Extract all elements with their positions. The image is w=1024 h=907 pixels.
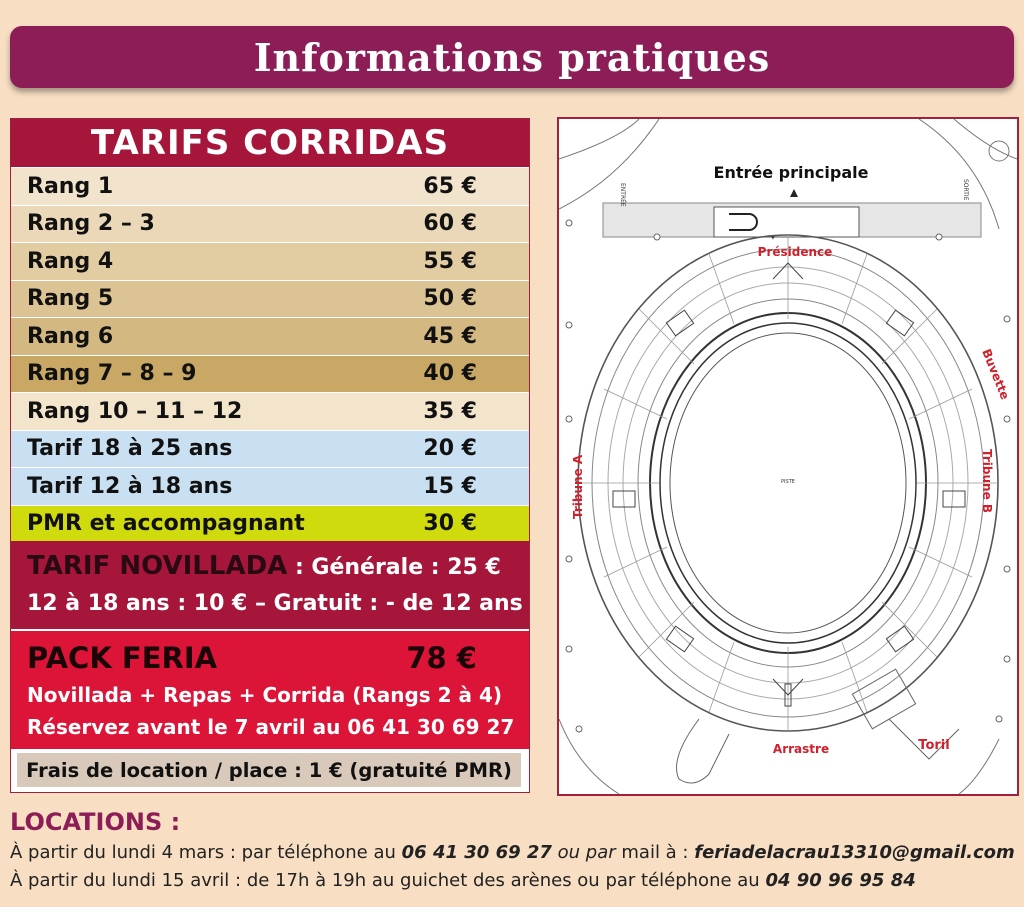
loc2-phone: 04 90 96 95 84	[765, 870, 916, 891]
tarif-price: 50 €	[423, 286, 477, 312]
tarif-label: Tarif 12 à 18 ans	[27, 473, 233, 499]
tarif-label: Rang 4	[27, 248, 114, 274]
tarif-row	[11, 242, 529, 280]
tarif-price: 40 €	[423, 361, 477, 387]
tarifs-title: TARIFS CORRIDAS	[11, 119, 529, 167]
tarif-price: 15 €	[423, 473, 477, 499]
tarif-label: Rang 6	[27, 323, 114, 349]
tarif-price: 60 €	[423, 211, 477, 237]
tarif-label: Rang 2 – 3	[27, 211, 155, 237]
map-label-tribune-b: Tribune B	[980, 449, 994, 514]
frais-location: Frais de location / place : 1 € (gratuité PMR)	[17, 753, 521, 787]
tarif-row	[11, 430, 529, 468]
locations-section	[10, 808, 1015, 891]
loc1-email: feriadelacrau13310@gmail.com	[694, 842, 1015, 863]
map-label-buvette: Buvette	[979, 346, 1013, 402]
pack-title: PACK FERIA	[27, 641, 218, 675]
tarifs-panel	[10, 118, 530, 793]
map-label-entrance: Entrée principale	[713, 163, 869, 182]
tarif-price: 30 €	[423, 511, 477, 537]
loc1-text: À partir du lundi 4 mars : par téléphone au	[10, 842, 402, 863]
pack-contents: Novillada + Repas + Corrida (Rangs 2 à 4)	[27, 683, 503, 707]
tarif-row	[11, 167, 529, 205]
loc1-phone: 06 41 30 69 27	[401, 842, 552, 863]
tarif-label: Rang 7 – 8 – 9	[27, 361, 197, 387]
tarif-row	[11, 317, 529, 355]
novillada-line-2: 12 à 18 ans : 10 € – Gratuit : - de 12 ans	[27, 591, 523, 616]
tarif-price: 45 €	[423, 323, 477, 349]
tarif-row	[11, 467, 529, 505]
novillada-title: TARIF NOVILLADA	[27, 551, 288, 581]
tarif-price: 35 €	[423, 398, 477, 424]
loc1-or: ou par	[551, 842, 616, 863]
tarif-price: 20 €	[423, 436, 477, 462]
svg-text:SORTIE: SORTIE	[962, 179, 969, 201]
tarif-label: Rang 5	[27, 286, 114, 312]
svg-text:ENTRÉE: ENTRÉE	[619, 183, 626, 207]
locations-line-1	[10, 842, 1015, 863]
tarif-label: Rang 1	[27, 173, 114, 199]
tarif-row	[11, 280, 529, 318]
pack-feria-box	[11, 631, 529, 749]
map-label-tribune-a: Tribune A	[571, 454, 585, 519]
svg-text:PISTE: PISTE	[781, 479, 795, 485]
loc2-text: À partir du lundi 15 avril : de 17h à 19h au guichet des arènes ou par téléphone au	[10, 870, 766, 891]
arena-map	[557, 117, 1019, 796]
pack-price: 78 €	[406, 641, 477, 675]
arena-plan-drawing	[559, 119, 1017, 794]
novillada-box	[11, 541, 529, 629]
tarif-label: PMR et accompagnant	[27, 511, 305, 537]
novillada-line-1	[27, 551, 501, 581]
page-title: Informations pratiques	[253, 34, 771, 80]
tarif-row	[11, 355, 529, 393]
svg-text:▼: ▼	[771, 235, 775, 241]
pack-booking: Réservez avant le 7 avril au 06 41 30 69 27	[27, 715, 515, 739]
map-label-arrastre: Arrastre	[772, 742, 830, 756]
tarif-row	[11, 505, 529, 543]
header-banner	[10, 26, 1014, 88]
loc1-mail-text: mail à :	[615, 842, 695, 863]
tarif-row	[11, 392, 529, 430]
locations-line-2	[10, 870, 916, 891]
tarif-price: 65 €	[423, 173, 477, 199]
tarif-row	[11, 205, 529, 243]
map-label-presidence: Présidence	[757, 245, 833, 259]
locations-title: LOCATIONS :	[10, 808, 181, 836]
tarif-price: 55 €	[423, 248, 477, 274]
tarifs-table	[11, 167, 529, 542]
map-label-toril: Toril	[918, 738, 950, 753]
novillada-general-price: : Générale : 25 €	[287, 555, 501, 580]
tarif-label: Tarif 18 à 25 ans	[27, 436, 233, 462]
tarif-label: Rang 10 – 11 – 12	[27, 398, 243, 424]
